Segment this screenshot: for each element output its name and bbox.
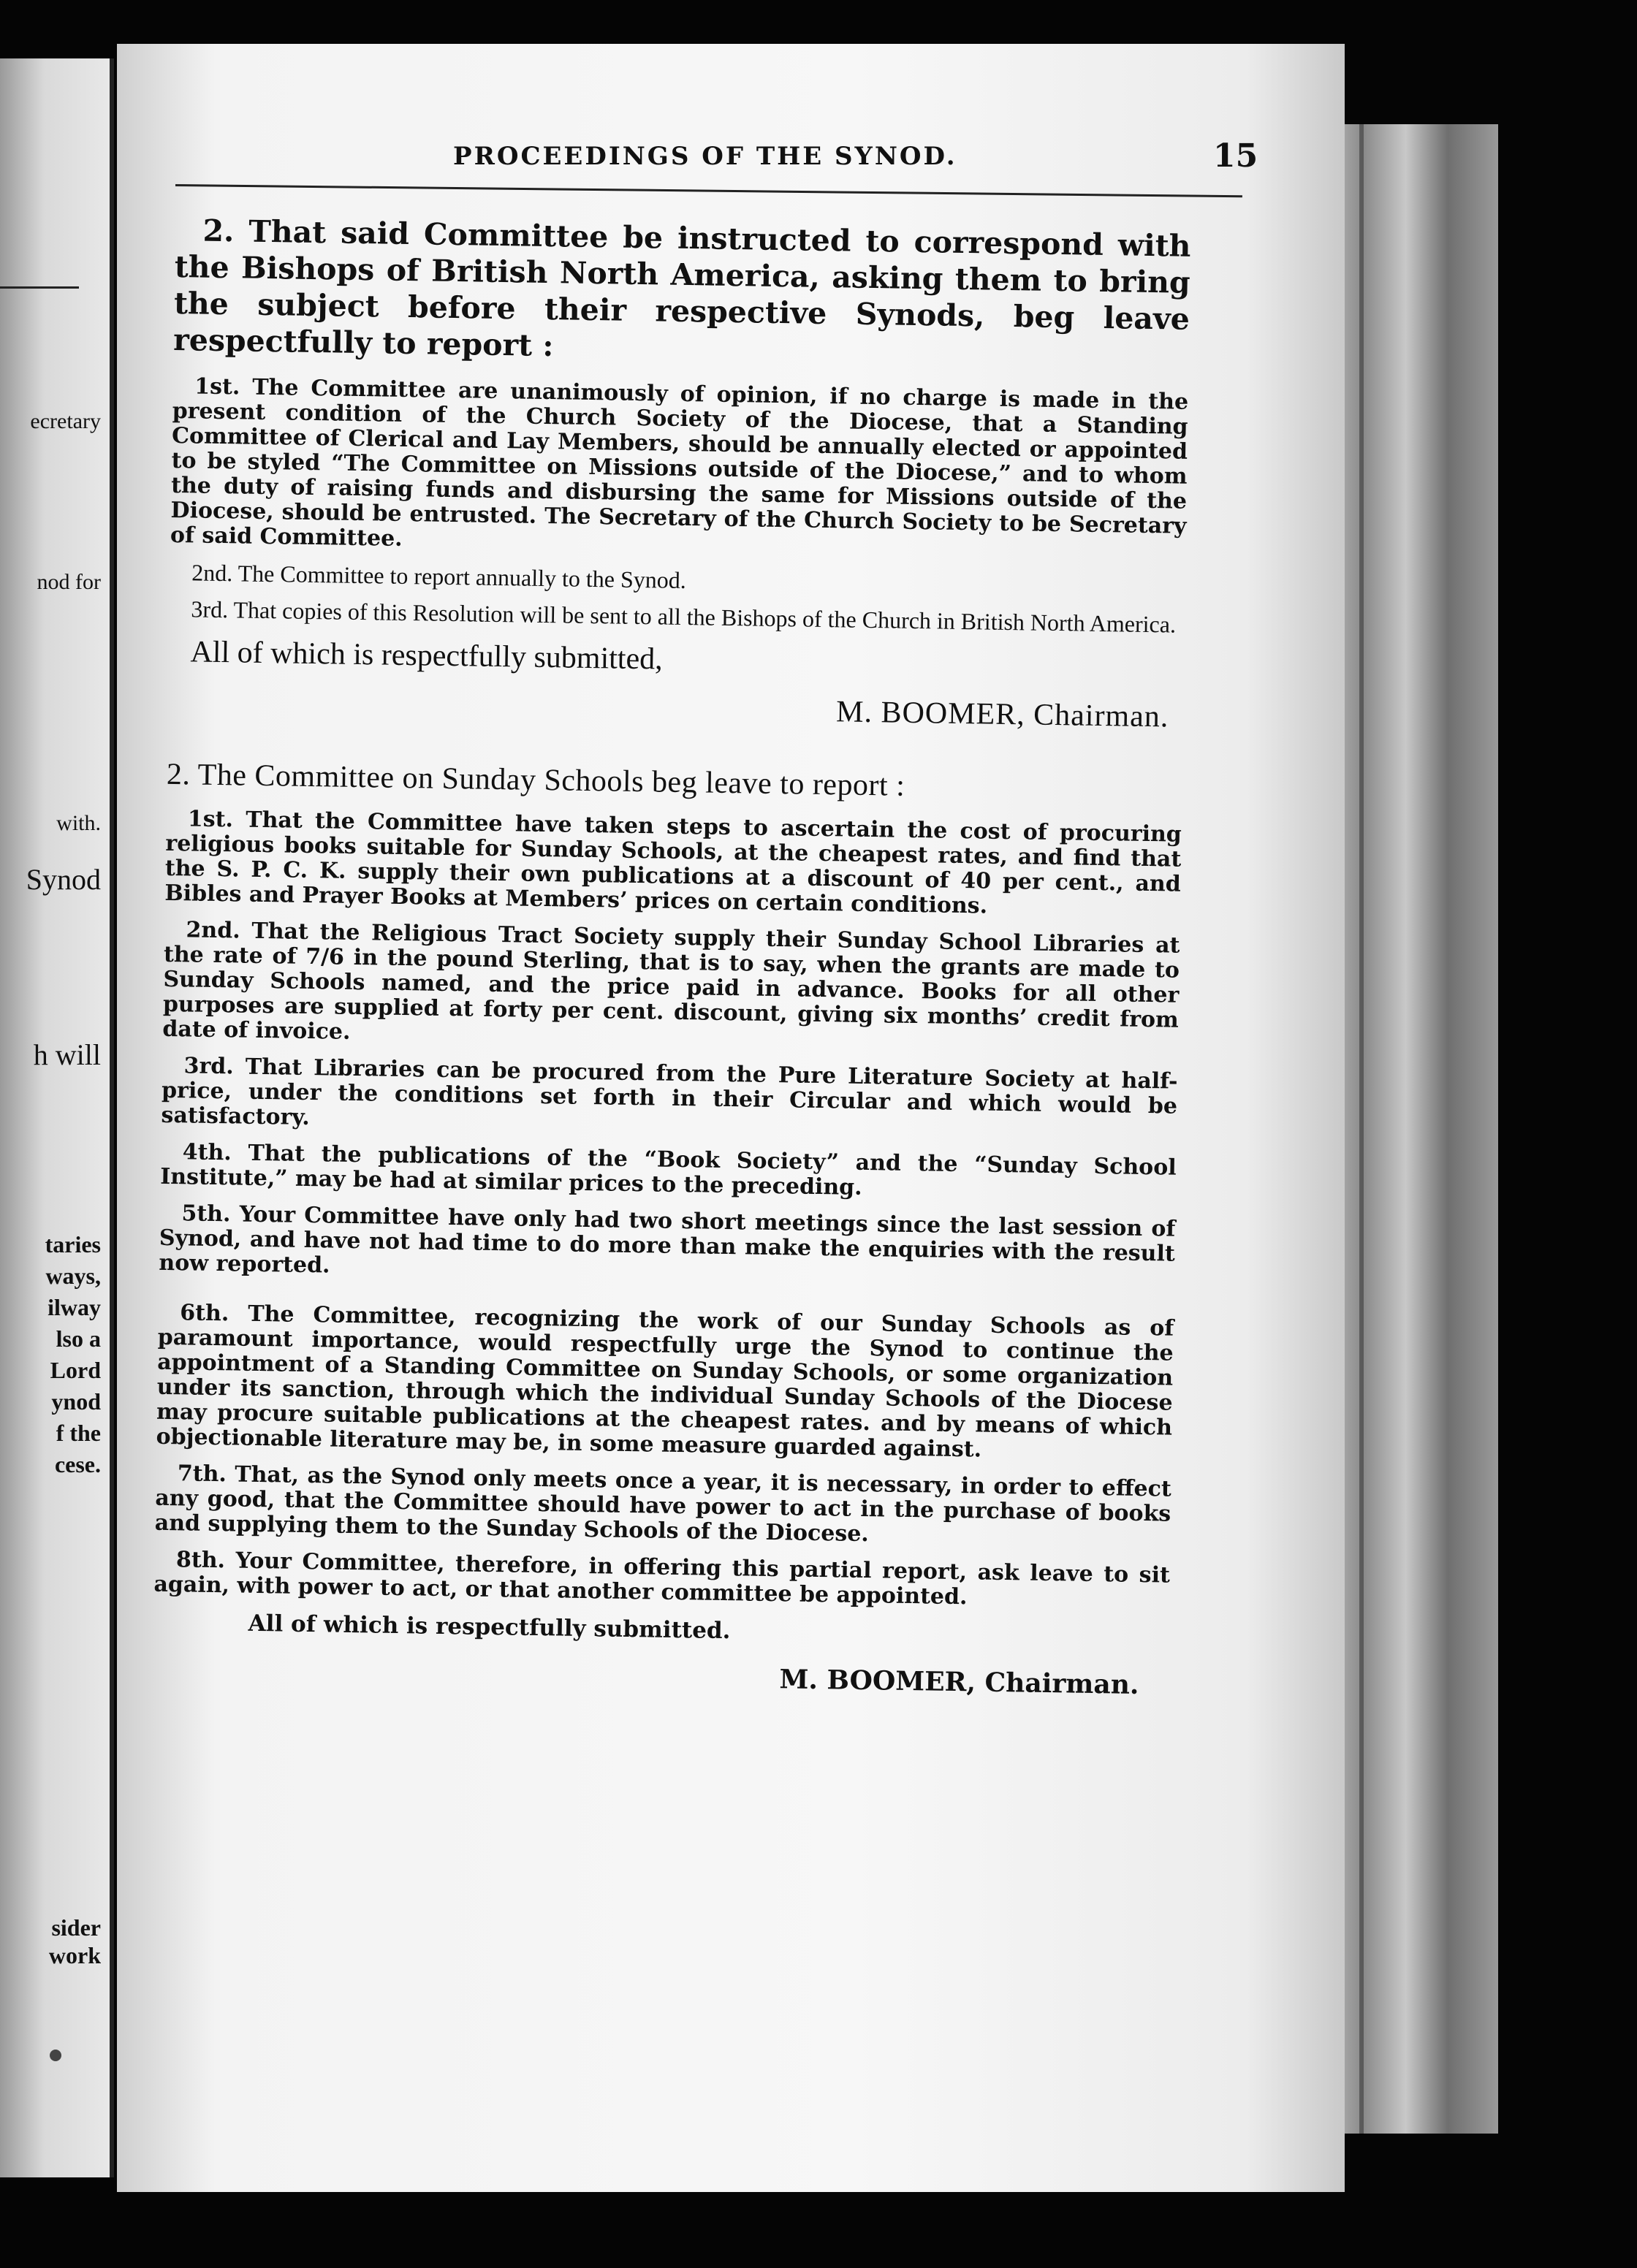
facing-page-fragment: lso a <box>56 1325 101 1352</box>
section2-signature: M. BOOMER, Chairman. <box>779 1664 1139 1700</box>
facing-page-fragment: nod for <box>37 570 101 594</box>
facing-page-fragment: Synod <box>26 863 101 896</box>
section1-signature: M. BOOMER, Chairman. <box>835 695 1169 734</box>
running-header <box>175 132 1308 190</box>
section1-lead: 2. That said Committee be instructed to correspond with the Bishops of British North America, asking them to bring the subject before their respective Synods, beg leave respectfully to report : <box>172 213 1191 364</box>
section2-heading: 2. The Committee on Sunday Schools beg leave to report : <box>166 757 905 803</box>
section2-clause: 2nd. That the Religious Tract Society supply their Sunday School Libraries at the rate of 7/6 in the pound Sterling, that is to say, when the grants are made to Sunday Schools named, and the price paid in advance. Books for all other purposes are supplied at forty per cent. discount, giving six months’ credit from date of invoice. <box>162 917 1180 1045</box>
section1-clause: 3rd. That copies of this Resolution will be sent to all the Bishops of the Church in British North America. <box>191 595 1177 638</box>
section2-clause: 3rd. That Libraries can be procured from the Pure Literature Society at half-price, under the conditions set forth in their Circular and which would be satisfactory. <box>161 1053 1178 1131</box>
page-body <box>152 212 1190 1701</box>
section2-clause: 5th. Your Committee have only had two short meetings since the last session of Synod, and have not had time to do more than make the enquiries with the result now reported. <box>159 1200 1176 1279</box>
page-edges <box>1330 124 1498 2134</box>
facing-page <box>0 58 114 2177</box>
section1-clause: 1st. The Committee are unanimously of opinion, if no charge is made in the present condition of the Church Society of the Diocese, that a Standing Committee of Clerical and Lay Members, should be annually elected or appointed to be styled “The Committee on Missions outside of the Diocese,” and to whom the duty of raising funds and disbursing the same for Missions outside of the Diocese, should be entrusted. The Secretary of the Church Society to be Secretary of said Committee. <box>170 373 1189 552</box>
section2-clause: 8th. Your Committee, therefore, in offering this partial report, ask leave to sit again, with power to act, or that another committee be appointed. <box>153 1547 1171 1610</box>
page-number: 15 <box>1213 137 1258 175</box>
running-title: PROCEEDINGS OF THE SYNOD. <box>453 142 957 171</box>
facing-page-fragment: with. <box>56 811 101 835</box>
book-page <box>117 44 1345 2192</box>
facing-page-fragment: work <box>48 1942 101 1968</box>
facing-page-rule <box>0 286 79 289</box>
facing-page-fragment: h will <box>33 1038 101 1071</box>
ink-spot <box>50 2050 61 2061</box>
facing-page-fragment: Lord <box>50 1357 101 1383</box>
facing-page-fragment: ilway <box>48 1294 101 1320</box>
section2-clause: 4th. That the publications of the “Book Society” and the “Sunday School Institute,” may be had at similar prices to the preceding. <box>159 1139 1177 1200</box>
section1-submitted: All of which is respectfully submitted, <box>190 635 664 677</box>
header-rule <box>175 184 1242 197</box>
section2-clause: 6th. The Committee, recognizing the work of our Sunday Schools as of paramount importance, would respectfully urge the Synod to continue the appointment of a Standing Committee on Sunday Schools, or some organization under its sanction, through which the individual Sunday Schools of the Diocese may procure suitable publications at the cheapest rates. and by means of which objectionable literature may be, in some measure guarded against. <box>156 1300 1174 1463</box>
facing-page-fragment: taries <box>45 1231 101 1257</box>
facing-page-fragment: f the <box>56 1420 101 1446</box>
section1-clause: 2nd. The Committee to report annually to the Synod. <box>191 559 687 594</box>
section2-submitted: All of which is respectfully submitted. <box>248 1610 731 1645</box>
section2-clause: 1st. That the Committee have taken steps to ascertain the cost of procuring religious books suitable for Sunday Schools, at the cheapest rates, and find that the S. P. C. K. supply their own publications at a discount of 40 per cent., and Bibles and Prayer Books at Members’ prices on certain conditions. <box>164 806 1182 919</box>
facing-page-fragment: cese. <box>54 1451 101 1477</box>
facing-page-fragment: ynod <box>51 1388 101 1415</box>
facing-page-fragment: ecretary <box>30 409 101 433</box>
facing-page-fragment: sider <box>51 1914 101 1941</box>
section2-clause: 7th. That, as the Synod only meets once a year, it is necessary, in order to effect any good, that the Committee should have power to act in the purchase of books and supplying them to the Sunday Schools of the Diocese. <box>154 1461 1171 1548</box>
facing-page-fragment: ways, <box>45 1263 101 1289</box>
